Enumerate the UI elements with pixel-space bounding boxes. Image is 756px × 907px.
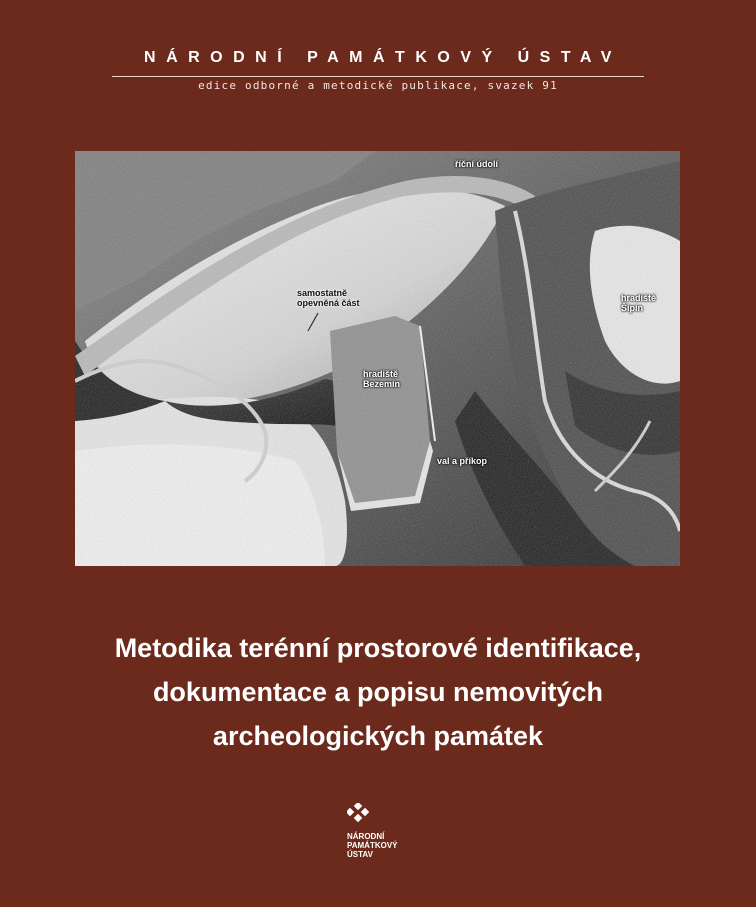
map-label-hillfort-sipin [621, 293, 656, 313]
lidar-terrain-image [75, 151, 680, 566]
logo-text-line1: NÁRODNÍ [347, 832, 385, 841]
map-label-separate-part-line1: samostatně [297, 288, 348, 298]
map-label-river-valley: říční údolí [455, 159, 499, 169]
map-label-rampart: val a příkop [437, 456, 488, 466]
map-label-hillfort-sipin-line2: Šipín [621, 303, 643, 313]
title-line-2: dokumentace a popisu nemovitých [152, 677, 604, 707]
map-label-separate-part-line2: opevněná část [297, 298, 360, 308]
logo-text-line2: PAMÁTKOVÝ [347, 841, 398, 850]
logo-text-line3: ÚSTAV [347, 850, 373, 859]
title-line-3: archeologických památek [212, 721, 544, 751]
map-label-hillfort-bezemin-line1: hradiště [363, 369, 399, 379]
map-label-hillfort-bezemin [363, 369, 400, 389]
map-label-hillfort-bezemin-line2: Bezemín [363, 379, 401, 389]
title-line-1: Metodika terénní prostorové identifikace, [114, 633, 642, 663]
publication-title [40, 626, 716, 758]
publisher-header [0, 48, 756, 68]
npu-logo [347, 803, 417, 859]
institution-name: NÁRODNÍ PAMÁTKOVÝ ÚSTAV [144, 49, 622, 66]
series-line: edice odborné a metodické publikace, svazek 91 [198, 79, 558, 92]
header-rule [112, 76, 644, 77]
npu-logo-icon [347, 803, 369, 823]
map-label-hillfort-sipin-line1: hradiště [621, 293, 657, 303]
npu-logo-text [347, 832, 417, 859]
map-label-separate-part [297, 288, 360, 308]
terrain-relief-graphic [75, 151, 680, 566]
